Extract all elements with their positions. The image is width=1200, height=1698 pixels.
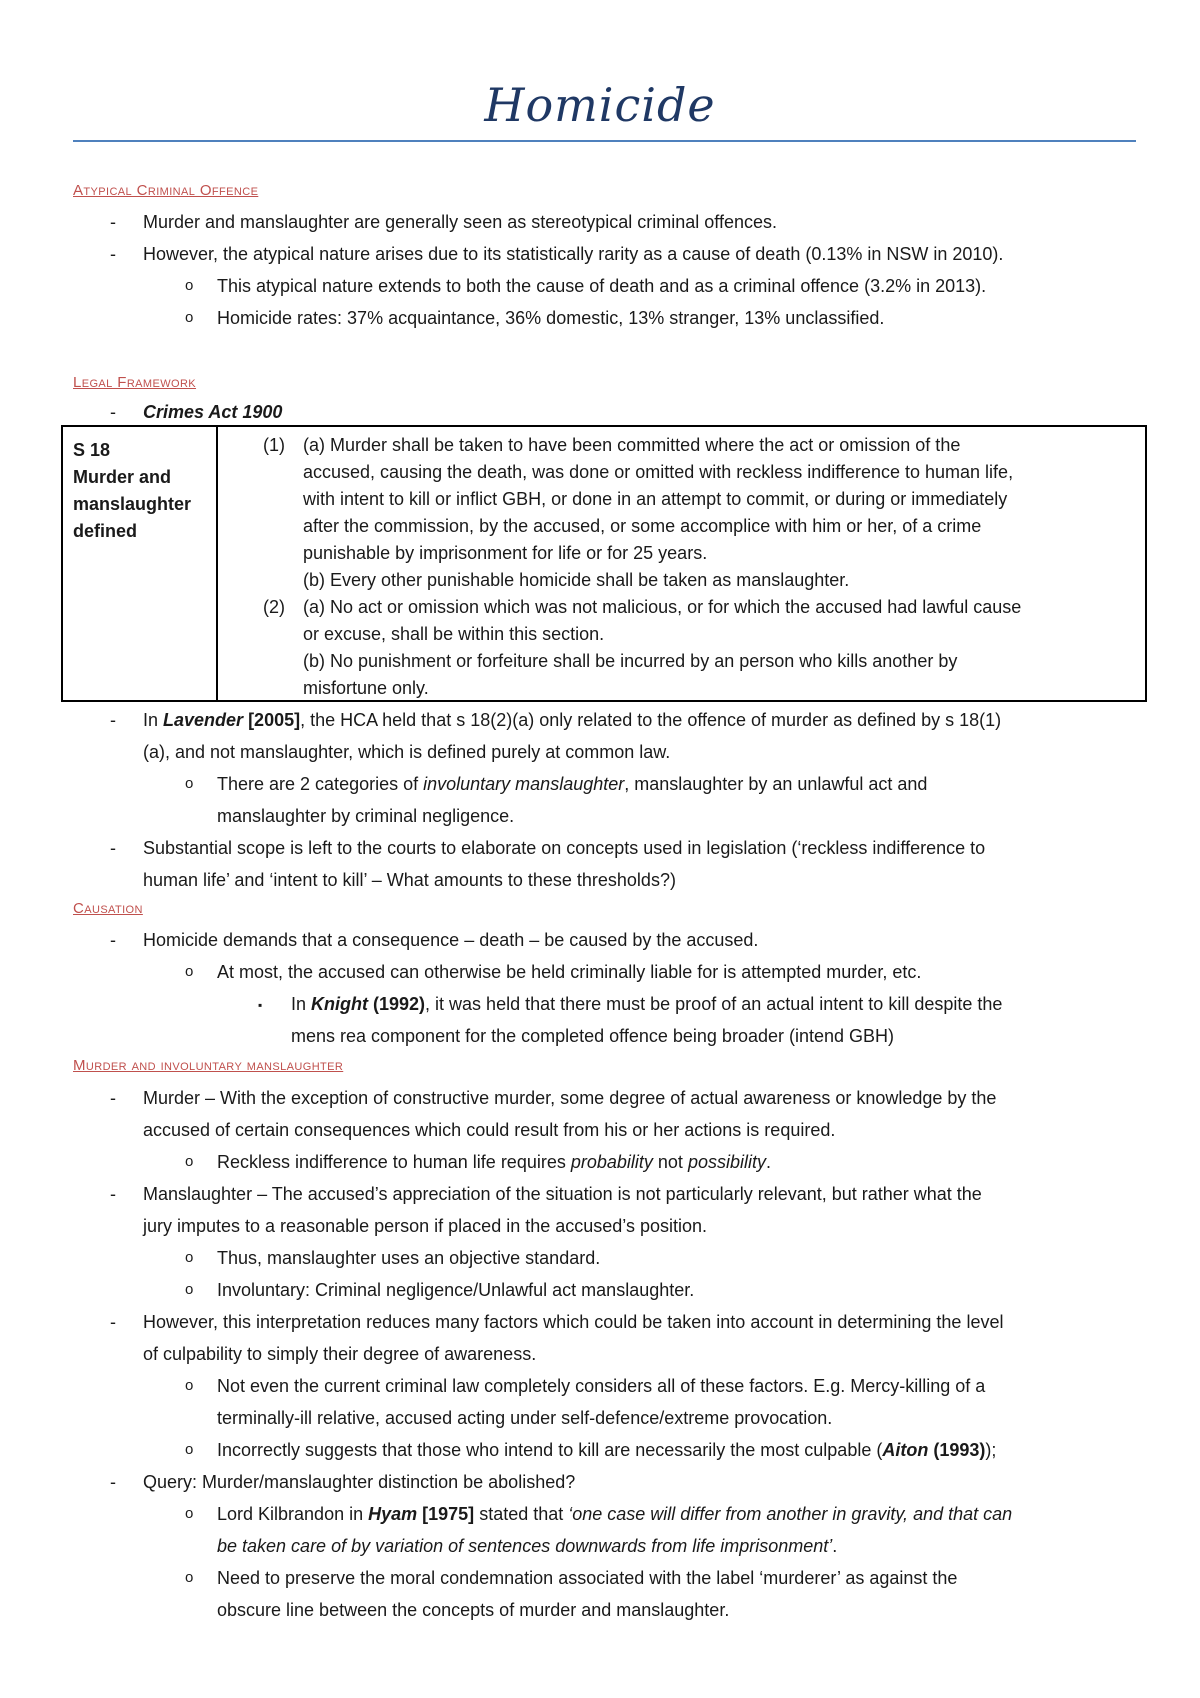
hyam-line-2: be taken care of by variation of sentences downwards from life imprisonment’.: [217, 1536, 838, 1556]
causation-line-1: Homicide demands that a consequence – death – be caused by the accused.: [143, 930, 759, 950]
heading-legal-framework: Legal Framework: [73, 374, 197, 391]
involuntary-categories-line-1: There are 2 categories of involuntary manslaughter, manslaughter by an unlawful act and: [217, 774, 928, 794]
table-column-divider: [216, 427, 218, 700]
interpretation-line-2: of culpability to simply their degree of awareness.: [143, 1344, 537, 1364]
circle-bullet: o: [185, 775, 194, 792]
section-text-line: misfortune only.: [303, 678, 429, 698]
circle-bullet: o: [185, 277, 194, 294]
section-text-line: with intent to kill or inflict GBH, or done in an attempt to commit, or during or immediately: [303, 489, 1008, 509]
hyam-line-1: Lord Kilbrandon in Hyam [1975] stated that ‘one case will differ from another in gravity, and that can: [217, 1504, 1013, 1524]
dash-bullet: -: [110, 212, 116, 232]
page-title: Homicide: [484, 78, 716, 132]
moral-condemnation-line-1: Need to preserve the moral condemnation associated with the label ‘murderer’ as against the: [217, 1568, 958, 1588]
atypical-line-2: However, the atypical nature arises due to its statistically rarity as a cause of death (0.13% in NSW in 2010).: [143, 244, 1004, 264]
murder-line-2: accused of certain consequences which could result from his or her actions is required.: [143, 1120, 836, 1140]
subsection-number-1: (1): [263, 435, 285, 455]
murder-line-1: Murder – With the exception of constructive murder, some degree of actual awareness or knowledge by the: [143, 1088, 997, 1108]
circle-bullet: o: [185, 1569, 194, 1586]
dash-bullet: -: [110, 244, 116, 264]
manslaughter-line-1: Manslaughter – The accused’s appreciation of the situation is not particularly relevant, but rather what the: [143, 1184, 982, 1204]
subsection-number-2: (2): [263, 597, 285, 617]
atypical-line-1: Murder and manslaughter are generally seen as stereotypical criminal offences.: [143, 212, 777, 232]
dash-bullet: -: [110, 1472, 116, 1492]
atypical-line-4: Homicide rates: 37% acquaintance, 36% domestic, 13% stranger, 13% unclassified.: [217, 308, 885, 328]
square-bullet: ▪: [258, 998, 263, 1012]
circle-bullet: o: [185, 1505, 194, 1522]
circle-bullet: o: [185, 1249, 194, 1266]
dash-bullet: -: [110, 838, 116, 858]
circle-bullet: o: [185, 963, 194, 980]
section-text-line: accused, causing the death, was done or omitted with reckless indifference to human life,: [303, 462, 1014, 482]
section-text-line: (a) No act or omission which was not malicious, or for which the accused had lawful cause: [303, 597, 1022, 617]
knight-line-1: In Knight (1992), it was held that there must be proof of an actual intent to kill despite the: [291, 994, 1003, 1014]
circle-bullet: o: [185, 1441, 194, 1458]
crimes-act-title: Crimes Act 1900: [143, 402, 283, 422]
section-text-line: (b) No punishment or forfeiture shall be incurred by an person who kills another by: [303, 651, 958, 671]
manslaughter-line-2: jury imputes to a reasonable person if placed in the accused’s position.: [143, 1216, 708, 1236]
dash-bullet: -: [110, 402, 116, 422]
section-label: S 18 Murder and manslaughter defined: [73, 440, 192, 541]
objective-standard-line: Thus, manslaughter uses an objective standard.: [217, 1248, 601, 1268]
knight-line-2: mens rea component for the completed offence being broader (intend GBH): [291, 1026, 895, 1046]
moral-condemnation-line-2: obscure line between the concepts of murder and manslaughter.: [217, 1600, 730, 1620]
aiton-line: Incorrectly suggests that those who intend to kill are necessarily the most culpable (Aiton (1993));: [217, 1440, 997, 1460]
substantial-scope-line-1: Substantial scope is left to the courts to elaborate on concepts used in legislation (‘reckless indifference to: [143, 838, 986, 858]
dash-bullet: -: [110, 1312, 116, 1332]
heading-causation: Causation: [73, 900, 143, 917]
involuntary-categories-line-2: manslaughter by criminal negligence.: [217, 806, 515, 826]
lavender-line-2: (a), and not manslaughter, which is defined purely at common law.: [143, 742, 671, 762]
heading-murder-involuntary-manslaughter: Murder and involuntary manslaughter: [73, 1057, 344, 1074]
involuntary-line: Involuntary: Criminal negligence/Unlawful act manslaughter.: [217, 1280, 695, 1300]
title-underline: [73, 140, 1136, 142]
section-text-line: (b) Every other punishable homicide shall be taken as manslaughter.: [303, 570, 850, 590]
section-18-table: [61, 425, 1147, 702]
section-text-line: punishable by imprisonment for life or for 25 years.: [303, 543, 708, 563]
section-text-line: (a) Murder shall be taken to have been committed where the act or omission of the: [303, 435, 961, 455]
dash-bullet: -: [110, 710, 116, 730]
factors-line-2: terminally-ill relative, accused acting under self-defence/extreme provocation.: [217, 1408, 833, 1428]
causation-line-2: At most, the accused can otherwise be held criminally liable for is attempted murder, etc.: [217, 962, 922, 982]
query-line: Query: Murder/manslaughter distinction be abolished?: [143, 1472, 576, 1492]
substantial-scope-line-2: human life’ and ‘intent to kill’ – What amounts to these thresholds?): [143, 870, 676, 890]
circle-bullet: o: [185, 1153, 194, 1170]
section-text-line: or excuse, shall be within this section.: [303, 624, 605, 644]
atypical-line-3: This atypical nature extends to both the cause of death and as a criminal offence (3.2% in 2013).: [217, 276, 987, 296]
circle-bullet: o: [185, 1281, 194, 1298]
section-text-line: after the commission, by the accused, or some accomplice with him or her, of a crime: [303, 516, 982, 536]
dash-bullet: -: [110, 1184, 116, 1204]
interpretation-line-1: However, this interpretation reduces many factors which could be taken into account in determining the level: [143, 1312, 1004, 1332]
dash-bullet: -: [110, 930, 116, 950]
dash-bullet: -: [110, 1088, 116, 1108]
heading-atypical-criminal-offence: Atypical Criminal Offence: [73, 182, 259, 199]
circle-bullet: o: [185, 309, 194, 326]
reckless-indifference-line: Reckless indifference to human life requires probability not possibility.: [217, 1152, 771, 1172]
lavender-line-1: In Lavender [2005], the HCA held that s 18(2)(a) only related to the offence of murder as defined by s 18(1): [143, 710, 1002, 730]
circle-bullet: o: [185, 1377, 194, 1394]
factors-line-1: Not even the current criminal law completely considers all of these factors. E.g. Mercy-killing of a: [217, 1376, 986, 1396]
